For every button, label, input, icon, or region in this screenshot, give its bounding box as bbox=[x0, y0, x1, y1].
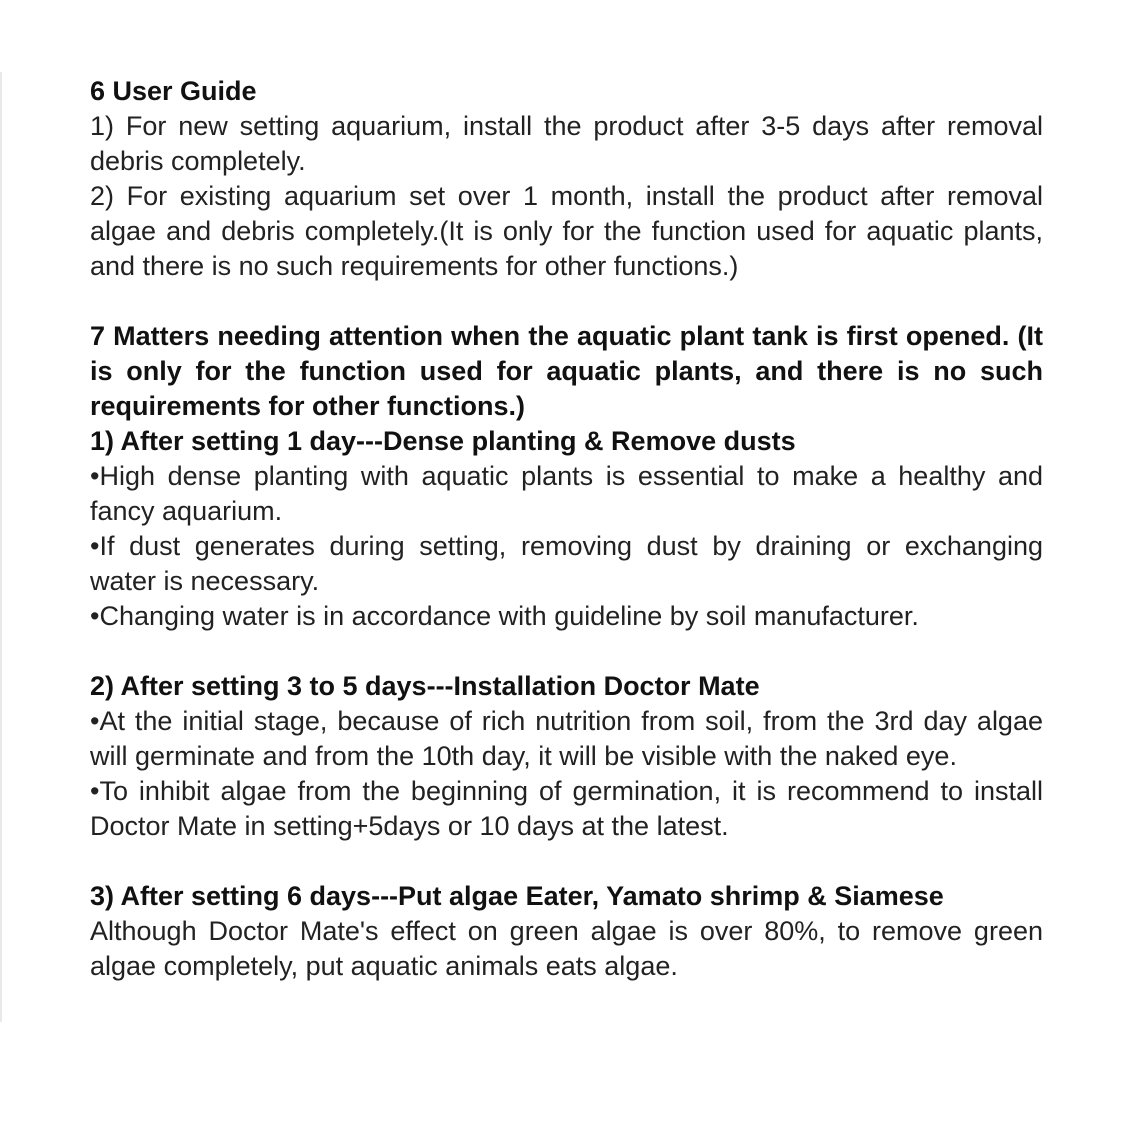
section-6-item-2: 2) For existing aquarium set over 1 month, install the product after removal algae and debris completely.(It is only for the function used for aquatic plants, and there is no such requirements for other functions.) bbox=[90, 181, 1043, 281]
spacer bbox=[90, 284, 1043, 319]
step-2-bullet-2: •To inhibit algae from the beginning of germination, it is recommend to install Doctor Mate in setting+5days or 10 days at the latest. bbox=[90, 776, 1043, 841]
user-guide-document bbox=[90, 74, 1043, 984]
step-3-heading: 3) After setting 6 days---Put algae Eater, Yamato shrimp & Siamese bbox=[90, 881, 944, 911]
section-7-title: 7 Matters needing attention when the aquatic plant tank is first opened. (It is only for the function used for aquatic plants, and there is no such requirements for other functions.) bbox=[90, 321, 1043, 421]
step-1-bullet-2: •If dust generates during setting, removing dust by draining or exchanging water is necessary. bbox=[90, 531, 1043, 596]
spacer bbox=[90, 634, 1043, 669]
spacer bbox=[90, 844, 1043, 879]
section-6-title: 6 User Guide bbox=[90, 76, 257, 106]
step-1-heading: 1) After setting 1 day---Dense planting & Remove dusts bbox=[90, 426, 796, 456]
step-2-heading: 2) After setting 3 to 5 days---Installation Doctor Mate bbox=[90, 671, 760, 701]
section-6-item-1: 1) For new setting aquarium, install the product after 3-5 days after removal debris completely. bbox=[90, 111, 1043, 176]
step-3-text: Although Doctor Mate's effect on green algae is over 80%, to remove green algae completely, put aquatic animals eats algae. bbox=[90, 916, 1043, 981]
page-edge-rule bbox=[0, 72, 2, 1022]
step-2-bullet-1: •At the initial stage, because of rich nutrition from soil, from the 3rd day algae will germinate and from the 10th day, it will be visible with the naked eye. bbox=[90, 706, 1043, 771]
step-1-bullet-3: •Changing water is in accordance with guideline by soil manufacturer. bbox=[90, 601, 919, 631]
step-1-bullet-1: •High dense planting with aquatic plants is essential to make a healthy and fancy aquarium. bbox=[90, 461, 1043, 526]
